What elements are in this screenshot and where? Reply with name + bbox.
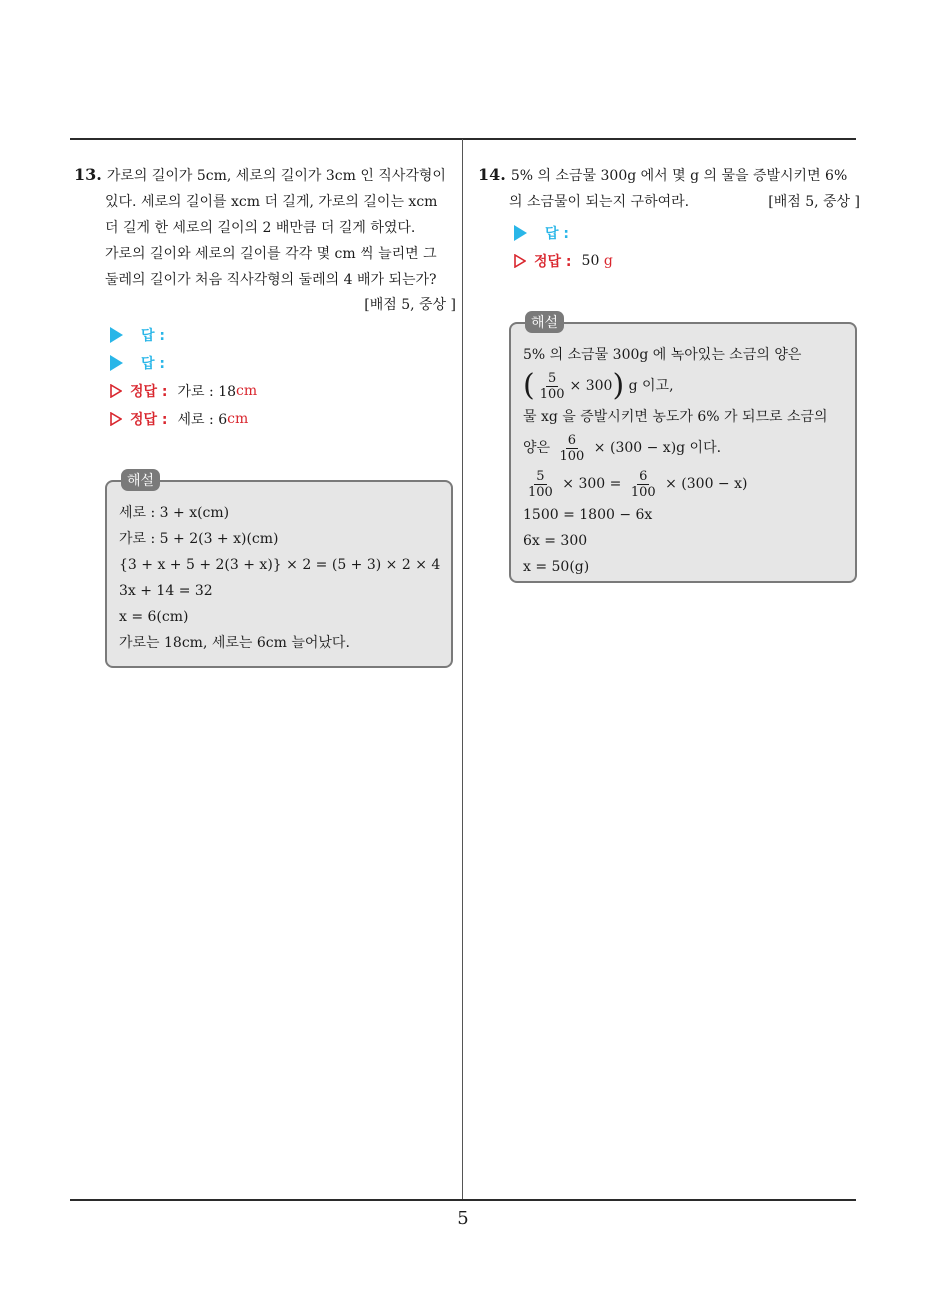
explanation-line: {3 + x + 5 + 2(3 + x)} × 2 = (5 + 3) × 2 × 4 [119,557,441,573]
answer-row-2 [110,349,456,377]
page-number: 5 [457,1208,469,1229]
answer-label: 답 : [141,356,165,372]
left-paren: ( [523,368,535,403]
explanation-line: 가로는 18cm, 세로는 6cm 늘어났다. [119,635,350,651]
answer-row [514,219,860,247]
correct-label: 정답 : [534,254,572,270]
problem-13 [74,162,456,433]
play-icon [110,327,123,343]
problem-14-answers [514,219,860,275]
correct-unit: g [603,253,613,269]
answer-label: 답 : [545,226,569,242]
explanation-line: x = 6(cm) [119,609,189,625]
play-icon [514,225,527,241]
problem-13-line-1: 13. 가로의 길이가 5cm, 세로의 길이가 3cm 인 직사각형이 [74,165,446,184]
explanation-line: 가로 : 5 + 2(3 + x)(cm) [119,531,279,547]
fraction: $\frac{5}{100}$ [528,468,553,500]
bottom-rule [70,1199,856,1201]
explanation-line: 3x + 14 = 32 [119,583,213,599]
problem-13-line-2: 있다. 세로의 길이를 xcm 더 길게, 가로의 길이는 xcm [105,194,438,210]
problem-13-line-4: 가로의 길이와 세로의 길이를 각각 몇 cm 씩 늘리면 그 [105,246,437,262]
fraction: $\frac{5}{100}$ [539,370,565,402]
explanation-box-14 [509,315,857,583]
correct-answer-row [514,247,860,275]
explanation-line: 물 xg 을 증발시키면 농도가 6% 가 되므로 소금의 [523,409,828,425]
correct-unit: cm [236,383,258,399]
triangle-outline-icon [110,384,122,398]
answer-label: 답 : [141,328,165,344]
explanation-box-13 [105,473,453,668]
correct-label: 정답 : [130,412,168,428]
correct-label: 정답 : [130,384,168,400]
fraction: $\frac{6}{100}$ [630,468,656,500]
problem-13-number: 13. [74,165,102,184]
problem-13-score: [배점 5, 중상 ] [364,297,456,313]
answer-row-1 [110,321,456,349]
explanation-line: 5% 의 소금물 300g 에 녹아있는 소금의 양은 [523,347,802,363]
correct-value: 세로 : 6 [177,412,228,428]
right-paren: ) [612,368,625,403]
explanation-tag: 해설 [525,311,564,333]
explanation-line: x = 50(g) [523,559,590,575]
problem-14-line-2: 의 소금물이 되는지 구하여라. [배점 5, 중상 ] [509,189,860,215]
problem-13-answers [110,321,456,433]
explanation-line: 세로 : 3 + x(cm) [119,505,230,521]
top-rule [70,138,856,140]
column-divider [462,139,463,1200]
problem-14 [478,162,860,275]
problem-14-score: [배점 5, 중상 ] [768,194,860,210]
triangle-outline-icon [514,254,526,268]
explanation-line-fraction: 양은 $\frac{6}{100}$ × (300 − x)g 이다. [523,432,722,464]
problem-14-line-1: 14. 5% 의 소금물 300g 에서 몇 g 의 물을 증발시키면 6% [478,165,848,184]
correct-answer-row-1 [110,377,456,405]
problem-14-number: 14. [478,165,506,184]
explanation-tag: 해설 [121,469,160,491]
explanation-line: 6x = 300 [523,533,588,549]
problem-13-line-5: 둘레의 길이가 처음 직사각형의 둘레의 4 배가 되는가? [105,272,437,288]
explanation-line-equation: $\frac{5}{100}$ × 300 = $\frac{6}{100}$ × (300 − x) [528,468,748,500]
correct-unit: cm [227,411,249,427]
correct-value: 50 [581,253,600,269]
explanation-line: 1500 = 1800 − 6x [523,507,653,523]
correct-answer-row-2 [110,405,456,433]
fraction: $\frac{6}{100}$ [559,432,585,464]
explanation-line-fraction: ( $\frac{5}{100}$ × 300) g 이고, [523,368,674,403]
correct-value: 가로 : 18 [177,384,237,400]
problem-13-line-3: 더 길게 한 세로의 길이의 2 배만큼 더 길게 하였다. [105,220,416,236]
play-icon [110,355,123,371]
triangle-outline-icon [110,412,122,426]
